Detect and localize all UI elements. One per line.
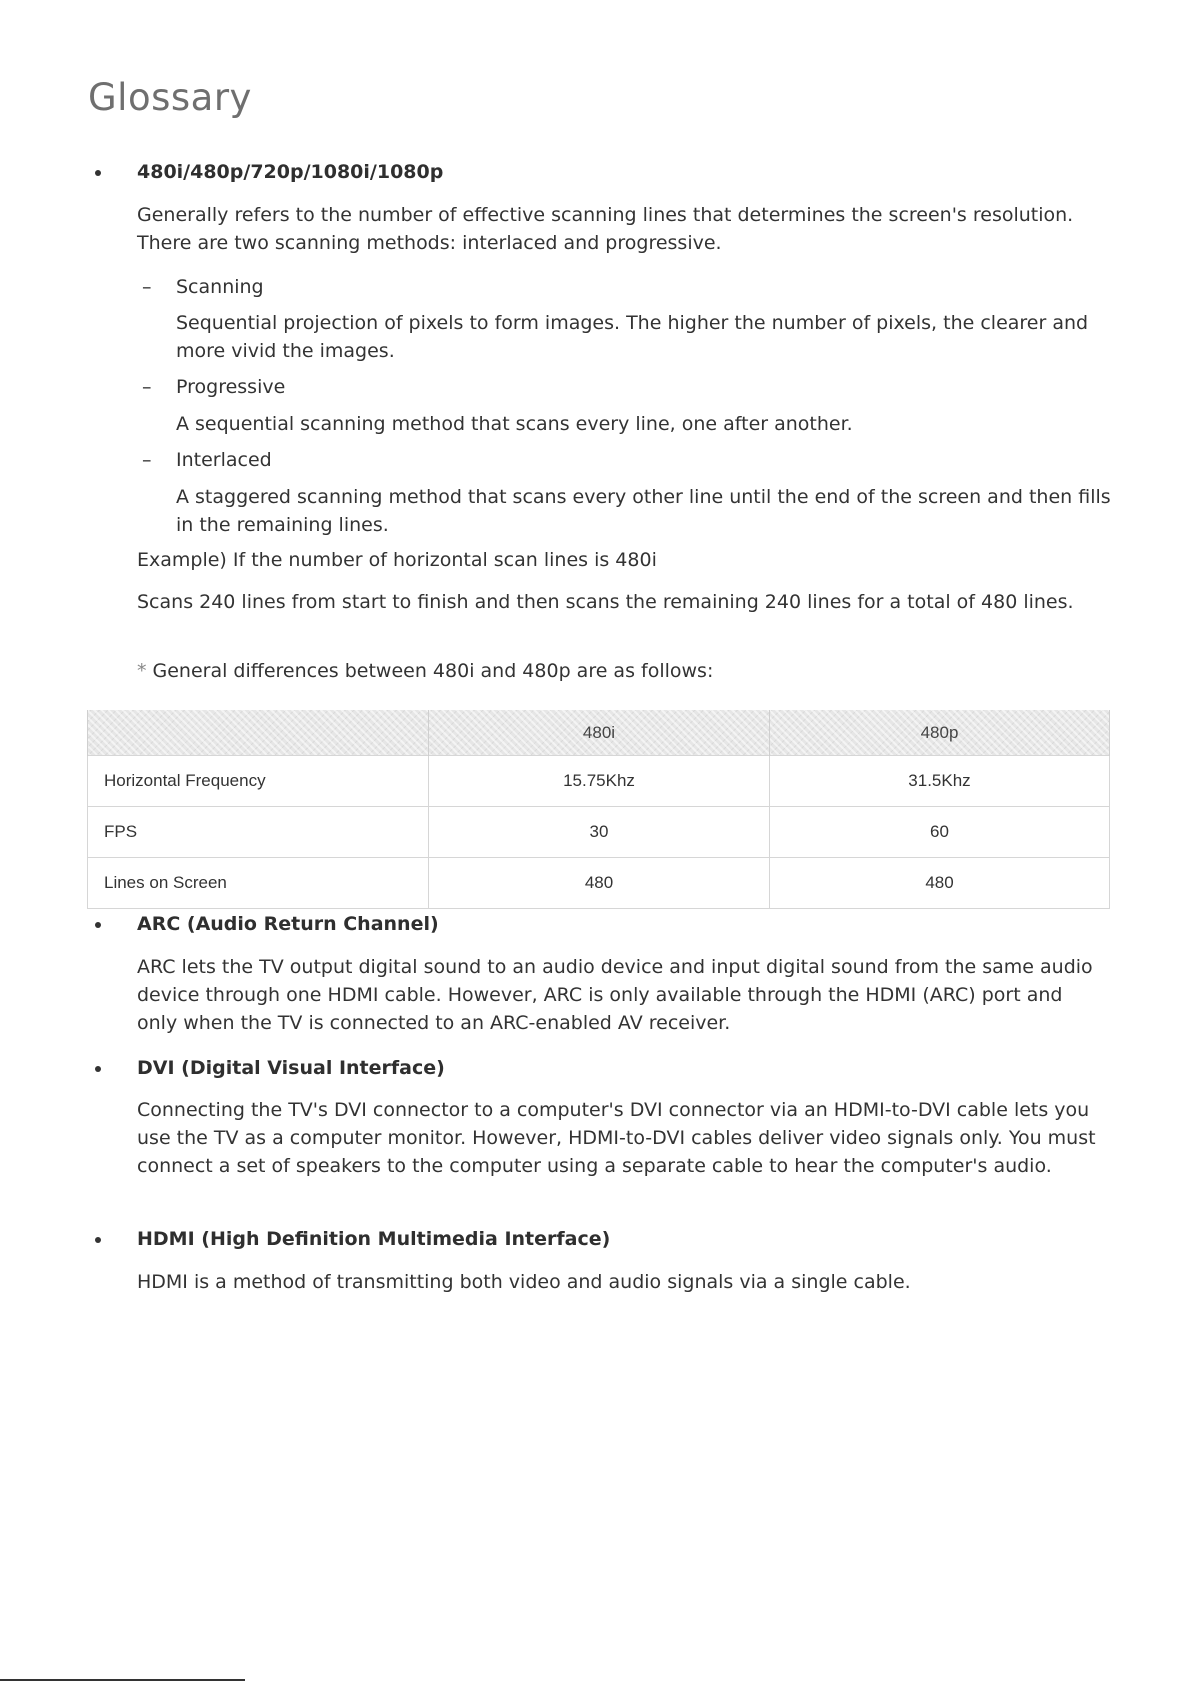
note-mark: * [137, 660, 147, 682]
table-header-cell: 480i [429, 710, 770, 756]
subterm-text-interlaced: A staggered scanning method that scans every other line until the end of the screen and then fills in the remaining lines. [176, 486, 1111, 536]
bullet-icon [95, 1066, 101, 1072]
subterm-title-progressive: Progressive [176, 376, 286, 398]
note-text: General differences between 480i and 480p are as follows: [152, 660, 714, 682]
page-title: Glossary [88, 76, 252, 119]
table-cell: 30 [429, 807, 770, 858]
term-title: ARC (Audio Return Channel) [137, 913, 439, 935]
subterm-title-interlaced: Interlaced [176, 449, 272, 471]
term-description: ARC lets the TV output digital sound to an audio device and input digital sound from the same audio device through one HDMI cable. However, ARC is only available through the HDMI (ARC) port and only when the TV is connected to an ARC-enabled AV receiver. [137, 956, 1093, 1034]
note [137, 657, 1097, 685]
dash-icon: – [142, 276, 152, 298]
bullet-icon [95, 1237, 101, 1243]
term-description: Generally refers to the number of effective scanning lines that determines the screen's resolution. There are two scanning methods: interlaced and progressive. [137, 204, 1074, 254]
term-title: HDMI (High Definition Multimedia Interface) [137, 1228, 611, 1250]
table-row [88, 756, 1110, 807]
table-cell: 480 [429, 858, 770, 909]
table-row [88, 858, 1110, 909]
term-description: HDMI is a method of transmitting both video and audio signals via a single cable. [137, 1271, 911, 1293]
term-title: 480i/480p/720p/1080i/1080p [137, 161, 444, 183]
table-row-label: Horizontal Frequency [88, 756, 429, 807]
table-cell: 60 [770, 807, 1110, 858]
bullet-icon [95, 170, 101, 176]
table-cell: 480 [770, 858, 1110, 909]
table-row-label: Lines on Screen [88, 858, 429, 909]
term-title: DVI (Digital Visual Interface) [137, 1057, 445, 1079]
table-row-label: FPS [88, 807, 429, 858]
table-header-cell: 480p [770, 710, 1110, 756]
term-description: Connecting the TV's DVI connector to a computer's DVI connector via an HDMI-to-DVI cable lets you use the TV as a computer monitor. However, HDMI-to-DVI cables deliver video signals only. You must connect a set of speakers to the computer using a separate cable to hear the computer's audio. [137, 1099, 1096, 1177]
dash-icon: – [142, 376, 152, 398]
dash-icon: – [142, 449, 152, 471]
subterm-text-scanning: Sequential projection of pixels to form images. The higher the number of pixels, the clearer and more vivid the images. [176, 312, 1089, 362]
table-header-row [88, 710, 1110, 756]
table-header-cell [88, 710, 429, 756]
table-cell: 15.75Khz [429, 756, 770, 807]
example-label: Example) If the number of horizontal scan lines is 480i [137, 549, 657, 571]
comparison-table [87, 710, 1110, 909]
subterm-title-scanning: Scanning [176, 276, 264, 298]
subterm-text-progressive: A sequential scanning method that scans every line, one after another. [176, 413, 853, 435]
footer-divider [0, 1679, 245, 1681]
bullet-icon [95, 922, 101, 928]
table-row [88, 807, 1110, 858]
table-cell: 31.5Khz [770, 756, 1110, 807]
example-detail: Scans 240 lines from start to finish and then scans the remaining 240 lines for a total of 480 lines. [137, 591, 1074, 613]
